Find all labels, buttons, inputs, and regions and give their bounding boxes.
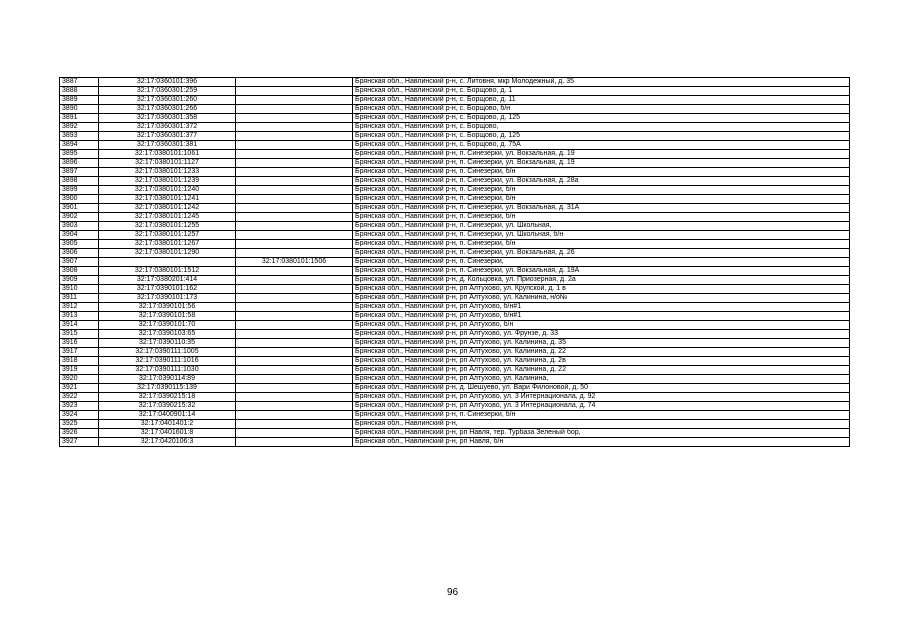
table-row: [60, 258, 850, 267]
address-cell: Брянская обл., Навлинский р-н, рп Алтухово, ул. 3 Интернационала, д. 92: [353, 393, 850, 402]
address-cell: Брянская обл., Навлинский р-н, рп Алтухово, ул. Калинина, д. 35: [353, 339, 850, 348]
cadastral-number-alt-cell: [236, 132, 353, 141]
row-number-cell: 3915: [60, 330, 99, 339]
cadastral-number-alt-cell: [236, 105, 353, 114]
address-cell: Брянская обл., Навлинский р-н, рп Алтухово, ул. Калинина, д. 22: [353, 348, 850, 357]
address-cell: Брянская обл., Навлинский р-н, п. Синезерки, ул. Школьная, б/н: [353, 231, 850, 240]
row-number-cell: 3889: [60, 96, 99, 105]
table-row: [60, 105, 850, 114]
table-row: [60, 168, 850, 177]
table-row: [60, 150, 850, 159]
cadastral-number-alt-cell: [236, 222, 353, 231]
cadastral-number-cell: 32:17:0380101:1290: [99, 249, 236, 258]
address-cell: Брянская обл., Навлинский р-н, п. Синезерки, ул. Вокзальная, д. 26: [353, 249, 850, 258]
cadastral-number-cell: 32:17:0380201:414: [99, 276, 236, 285]
row-number-cell: 3899: [60, 186, 99, 195]
cadastral-number-alt-cell: [236, 330, 353, 339]
cadastral-number-alt-cell: [236, 393, 353, 402]
address-cell: Брянская обл., Навлинский р-н, п. Синезерки, б/н: [353, 213, 850, 222]
page-number: 96: [446, 587, 459, 598]
cadastral-number-cell: 32:17:0390110:35: [99, 339, 236, 348]
cadastral-number-cell: 32:17:0380101:1267: [99, 240, 236, 249]
address-cell: Брянская обл., Навлинский р-н, рп Алтухово, б/н: [353, 321, 850, 330]
row-number-cell: 3924: [60, 411, 99, 420]
address-cell: Брянская обл., Навлинский р-н, рп Алтухово, ул. Калинина, д. 22: [353, 366, 850, 375]
address-cell: Брянская обл., Навлинский р-н, с. Литовня, мкр Молодежный, д. 35: [353, 78, 850, 87]
address-cell: Брянская обл., Навлинский р-н, с. Борщово, д. 1: [353, 87, 850, 96]
table-row: [60, 123, 850, 132]
row-number-cell: 3897: [60, 168, 99, 177]
address-cell: Брянская обл., Навлинский р-н, с. Борщово, д. 11: [353, 96, 850, 105]
table-row: [60, 402, 850, 411]
row-number-cell: 3926: [60, 429, 99, 438]
row-number-cell: 3908: [60, 267, 99, 276]
row-number-cell: 3914: [60, 321, 99, 330]
row-number-cell: 3903: [60, 222, 99, 231]
cadastral-number-alt-cell: [236, 285, 353, 294]
cadastral-number-alt-cell: [236, 141, 353, 150]
cadastral-number-cell: 32:17:0401401:2: [99, 420, 236, 429]
cadastral-number-cell: 32:17:0380101:1245: [99, 213, 236, 222]
row-number-cell: 3912: [60, 303, 99, 312]
cadastral-number-cell: [99, 258, 236, 267]
cadastral-number-alt-cell: [236, 96, 353, 105]
cadastral-number-cell: 32:17:0360301:372: [99, 123, 236, 132]
row-number-cell: 3888: [60, 87, 99, 96]
address-cell: Брянская обл., Навлинский р-н, п. Синезерки, ул. Вокзальная, д. 31А: [353, 204, 850, 213]
cadastral-number-cell: 32:17:0360301:266: [99, 105, 236, 114]
address-cell: Брянская обл., Навлинский р-н, рп Навля, б/н: [353, 438, 850, 447]
cadastral-number-alt-cell: [236, 177, 353, 186]
table-row: [60, 321, 850, 330]
cadastral-number-cell: 32:17:0360301:377: [99, 132, 236, 141]
row-number-cell: 3905: [60, 240, 99, 249]
address-cell: Брянская обл., Навлинский р-н, п. Синезерки, ул. Школьная,: [353, 222, 850, 231]
row-number-cell: 3910: [60, 285, 99, 294]
cadastral-number-alt-cell: [236, 384, 353, 393]
cadastral-number-cell: 32:17:0400901:14: [99, 411, 236, 420]
table-row: [60, 114, 850, 123]
address-cell: Брянская обл., Навлинский р-н, п. Синезерки,: [353, 258, 850, 267]
cadastral-number-cell: 32:17:0380101:1061: [99, 150, 236, 159]
cadastral-number-cell: 32:17:0380101:1512: [99, 267, 236, 276]
cadastral-number-alt-cell: [236, 87, 353, 96]
row-number-cell: 3922: [60, 393, 99, 402]
row-number-cell: 3907: [60, 258, 99, 267]
address-cell: Брянская обл., Навлинский р-н, п. Синезерки, б/н: [353, 186, 850, 195]
cadastral-number-cell: 32:17:0360301:259: [99, 87, 236, 96]
row-number-cell: 3918: [60, 357, 99, 366]
address-cell: Брянская обл., Навлинский р-н, п. Синезерки, ул. Вокзальная, д. 19: [353, 159, 850, 168]
table-row: [60, 141, 850, 150]
table-row: [60, 159, 850, 168]
cadastral-number-cell: 32:17:0390101:162: [99, 285, 236, 294]
table-row: [60, 375, 850, 384]
address-cell: Брянская обл., Навлинский р-н, п. Синезерки, б/н: [353, 411, 850, 420]
address-cell: Брянская обл., Навлинский р-н, п. Синезерки, ул. Вокзальная, д. 19: [353, 150, 850, 159]
table-row: [60, 348, 850, 357]
cadastral-number-cell: 32:17:0360301:358: [99, 114, 236, 123]
row-number-cell: 3909: [60, 276, 99, 285]
address-cell: Брянская обл., Навлинский р-н, рп Алтухово, б/н#1: [353, 303, 850, 312]
address-cell: Брянская обл., Навлинский р-н, п. Синезерки, ул. Вокзальная, д. 28а: [353, 177, 850, 186]
table-row: [60, 132, 850, 141]
cadastral-number-alt-cell: [236, 339, 353, 348]
address-cell: Брянская обл., Навлинский р-н, с. Борщово, д. 125: [353, 132, 850, 141]
cadastral-number-cell: 32:17:0360101:396: [99, 78, 236, 87]
row-number-cell: 3917: [60, 348, 99, 357]
cadastral-number-cell: 32:17:0390111:1030: [99, 366, 236, 375]
cadastral-number-cell: 32:17:0380101:1233: [99, 168, 236, 177]
cadastral-number-alt-cell: [236, 159, 353, 168]
address-cell: Брянская обл., Навлинский р-н,: [353, 420, 850, 429]
table-row: [60, 204, 850, 213]
table-row: [60, 303, 850, 312]
cadastral-number-alt-cell: [236, 366, 353, 375]
row-number-cell: 3896: [60, 159, 99, 168]
row-number-cell: 3927: [60, 438, 99, 447]
table-row: [60, 429, 850, 438]
table-row: [60, 357, 850, 366]
row-number-cell: 3894: [60, 141, 99, 150]
registry-table-body: [60, 78, 850, 447]
table-row: [60, 78, 850, 87]
table-row: [60, 420, 850, 429]
cadastral-number-alt-cell: [236, 303, 353, 312]
cadastral-number-alt-cell: [236, 267, 353, 276]
cadastral-number-cell: 32:17:0390111:1005: [99, 348, 236, 357]
cadastral-number-alt-cell: [236, 276, 353, 285]
address-cell: Брянская обл., Навлинский р-н, п. Синезерки, ул. Вокзальная, д. 19А: [353, 267, 850, 276]
table-row: [60, 294, 850, 303]
table-row: [60, 96, 850, 105]
table-row: [60, 231, 850, 240]
cadastral-number-alt-cell: [236, 240, 353, 249]
row-number-cell: 3895: [60, 150, 99, 159]
cadastral-number-alt-cell: [236, 114, 353, 123]
row-number-cell: 3904: [60, 231, 99, 240]
cadastral-number-cell: 32:17:0380101:1241: [99, 195, 236, 204]
cadastral-number-cell: 32:17:0390103:65: [99, 330, 236, 339]
row-number-cell: 3920: [60, 375, 99, 384]
table-row: [60, 213, 850, 222]
table-row: [60, 330, 850, 339]
cadastral-number-cell: 32:17:0380101:1127: [99, 159, 236, 168]
cadastral-number-alt-cell: [236, 402, 353, 411]
table-row: [60, 186, 850, 195]
cadastral-number-cell: 32:17:0380101:1257: [99, 231, 236, 240]
address-cell: Брянская обл., Навлинский р-н, рп Алтухово, ул. Крупской, д. 1 в: [353, 285, 850, 294]
address-cell: Брянская обл., Навлинский р-н, с. Борщово, д. 125: [353, 114, 850, 123]
cadastral-number-cell: 32:17:0390101:70: [99, 321, 236, 330]
cadastral-number-alt-cell: [236, 375, 353, 384]
row-number-cell: 3891: [60, 114, 99, 123]
table-row: [60, 384, 850, 393]
cadastral-number-cell: 32:17:0390101:56: [99, 303, 236, 312]
address-cell: Брянская обл., Навлинский р-н, с. Борщово,: [353, 123, 850, 132]
address-cell: Брянская обл., Навлинский р-н, рп Алтухово, ул. Фрунзе, д. 33: [353, 330, 850, 339]
cadastral-number-alt-cell: 32:17:0380101:1506: [236, 258, 353, 267]
table-row: [60, 411, 850, 420]
cadastral-number-cell: 32:17:0390101:173: [99, 294, 236, 303]
cadastral-number-cell: 32:17:0360301:381: [99, 141, 236, 150]
row-number-cell: 3916: [60, 339, 99, 348]
cadastral-number-alt-cell: [236, 429, 353, 438]
cadastral-number-cell: 32:17:0420106:3: [99, 438, 236, 447]
table-row: [60, 438, 850, 447]
cadastral-number-alt-cell: [236, 204, 353, 213]
cadastral-number-cell: 32:17:0390114:89: [99, 375, 236, 384]
cadastral-number-alt-cell: [236, 123, 353, 132]
row-number-cell: 3887: [60, 78, 99, 87]
address-cell: Брянская обл., Навлинский р-н, рп Алтухово, ул. 3 Интернационала, д. 74: [353, 402, 850, 411]
address-cell: Брянская обл., Навлинский р-н, рп Алтухово, ул. Калинина, д. 2в: [353, 357, 850, 366]
table-row: [60, 249, 850, 258]
row-number-cell: 3900: [60, 195, 99, 204]
table-row: [60, 312, 850, 321]
row-number-cell: 3911: [60, 294, 99, 303]
address-cell: Брянская обл., Навлинский р-н, п. Синезерки, б/н: [353, 195, 850, 204]
address-cell: Брянская обл., Навлинский р-н, с. Борщово, б/н: [353, 105, 850, 114]
cadastral-number-cell: 32:17:0380101:1255: [99, 222, 236, 231]
row-number-cell: 3923: [60, 402, 99, 411]
cadastral-number-cell: 32:17:0390101:58: [99, 312, 236, 321]
cadastral-number-alt-cell: [236, 294, 353, 303]
table-row: [60, 222, 850, 231]
address-cell: Брянская обл., Навлинский р-н, рп Алтухово, ул. Калинина,: [353, 375, 850, 384]
cadastral-number-cell: 32:17:0360301:260: [99, 96, 236, 105]
row-number-cell: 3892: [60, 123, 99, 132]
address-cell: Брянская обл., Навлинский р-н, п. Синезерки, б/н: [353, 240, 850, 249]
row-number-cell: 3906: [60, 249, 99, 258]
cadastral-number-alt-cell: [236, 249, 353, 258]
row-number-cell: 3919: [60, 366, 99, 375]
row-number-cell: 3890: [60, 105, 99, 114]
table-row: [60, 195, 850, 204]
cadastral-number-alt-cell: [236, 411, 353, 420]
cadastral-number-cell: 32:17:0390111:1016: [99, 357, 236, 366]
row-number-cell: 3893: [60, 132, 99, 141]
row-number-cell: 3913: [60, 312, 99, 321]
table-row: [60, 393, 850, 402]
cadastral-number-alt-cell: [236, 312, 353, 321]
cadastral-number-alt-cell: [236, 195, 353, 204]
row-number-cell: 3925: [60, 420, 99, 429]
row-number-cell: 3921: [60, 384, 99, 393]
address-cell: Брянская обл., Навлинский р-н, рп Алтухово, ул. Калинина, н/о№: [353, 294, 850, 303]
cadastral-number-alt-cell: [236, 186, 353, 195]
cadastral-number-cell: 32:17:0390215:18: [99, 393, 236, 402]
address-cell: Брянская обл., Навлинский р-н, с. Борщово, д. 75А: [353, 141, 850, 150]
cadastral-number-alt-cell: [236, 348, 353, 357]
table-row: [60, 267, 850, 276]
table-row: [60, 240, 850, 249]
address-cell: Брянская обл., Навлинский р-н, д. Шешуево, ул. Вари Филоновой, д. 50: [353, 384, 850, 393]
cadastral-number-alt-cell: [236, 231, 353, 240]
cadastral-number-alt-cell: [236, 357, 353, 366]
cadastral-number-cell: 32:17:0401601:8: [99, 429, 236, 438]
table-row: [60, 339, 850, 348]
row-number-cell: 3898: [60, 177, 99, 186]
address-cell: Брянская обл., Навлинский р-н, д. Кольцовка, ул. Приозерная, д. 2а: [353, 276, 850, 285]
cadastral-number-alt-cell: [236, 420, 353, 429]
cadastral-number-alt-cell: [236, 150, 353, 159]
table-row: [60, 276, 850, 285]
cadastral-number-cell: 32:17:0380101:1240: [99, 186, 236, 195]
table-row: [60, 285, 850, 294]
row-number-cell: 3902: [60, 213, 99, 222]
cadastral-number-alt-cell: [236, 168, 353, 177]
address-cell: Брянская обл., Навлинский р-н, рп Алтухово, б/н#1: [353, 312, 850, 321]
table-row: [60, 87, 850, 96]
address-cell: Брянская обл., Навлинский р-н, п. Синезерки, б/н: [353, 168, 850, 177]
cadastral-number-cell: 32:17:0390215:32: [99, 402, 236, 411]
cadastral-number-alt-cell: [236, 213, 353, 222]
cadastral-number-cell: 32:17:0390115:139: [99, 384, 236, 393]
cadastral-number-alt-cell: [236, 438, 353, 447]
registry-table: [59, 77, 850, 447]
cadastral-number-alt-cell: [236, 321, 353, 330]
address-cell: Брянская обл., Навлинский р-н, рп Навля, тер. Турбаза Зеленый бор,: [353, 429, 850, 438]
cadastral-number-cell: 32:17:0380101:1242: [99, 204, 236, 213]
table-row: [60, 177, 850, 186]
row-number-cell: 3901: [60, 204, 99, 213]
table-row: [60, 366, 850, 375]
cadastral-number-cell: 32:17:0380101:1239: [99, 177, 236, 186]
cadastral-number-alt-cell: [236, 78, 353, 87]
